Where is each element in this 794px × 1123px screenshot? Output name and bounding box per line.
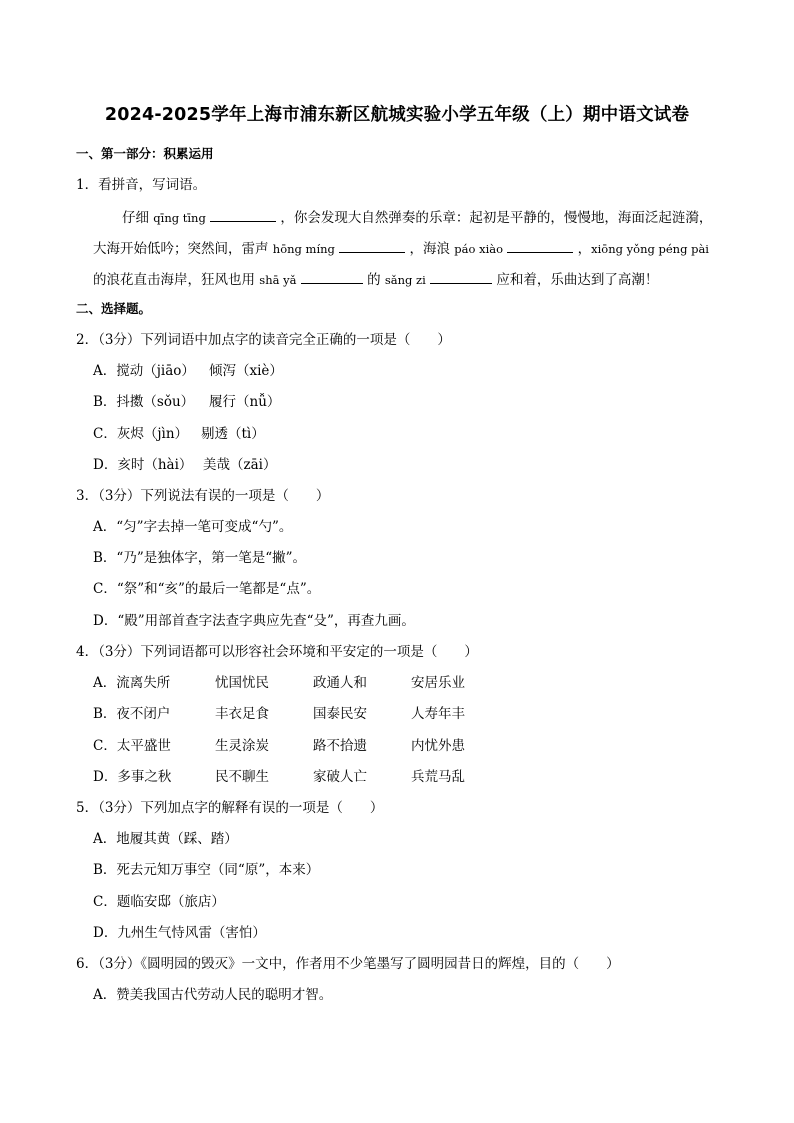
q6-option-a[interactable]: A．赞美我国古代劳动人民的聪明才智。 <box>93 987 333 1003</box>
q5-option-b[interactable]: B．死去元知万事空（同“原”，本来） <box>93 862 320 878</box>
option-word: B．夜不闭户 <box>93 706 171 722</box>
option-word: D．亥时（hài） <box>93 457 193 473</box>
q1-passage-line-2 <box>93 238 709 258</box>
option-word: A．流离失所 <box>93 675 171 691</box>
option-word: A．搅动（jiāo） <box>93 363 195 379</box>
option-word: 民不聊生 <box>215 769 269 785</box>
option-word: 兵荒马乱 <box>411 769 465 785</box>
option-word: 生灵涂炭 <box>215 738 269 754</box>
q3-option-b[interactable]: B．“乃”是独体字，第一笔是“撇”。 <box>93 550 307 566</box>
q5-option-a[interactable]: A．地履其黄（踩、踏） <box>93 831 238 847</box>
q6-stem: 6．（3分）《圆明园的毁灭》一文中，作者用不少笔墨写了圆明园昔日的辉煌，目的（ ） <box>76 956 620 972</box>
q4-option-d[interactable] <box>93 768 465 786</box>
q4-option-a[interactable] <box>93 674 465 692</box>
answer-blank[interactable] <box>210 207 276 222</box>
answer-blank[interactable] <box>301 269 363 284</box>
q2-option-d[interactable] <box>93 456 276 474</box>
q1-stem: 1．看拼音，写词语。 <box>76 177 207 193</box>
q5-option-d[interactable]: D．九州生气恃风雷（害怕） <box>93 925 266 941</box>
section-2-heading: 二、选择题。 <box>76 301 152 316</box>
q1-text: ，你会发现大自然弹奏的乐章：起初是平静的，慢慢地，海面泛起涟漪， <box>276 210 713 226</box>
option-word: 倾泻（xiè） <box>209 363 283 379</box>
q1-text: 应和着，乐曲达到了高潮！ <box>492 272 659 288</box>
q1-passage-line-3 <box>93 269 658 289</box>
q4-option-c[interactable] <box>93 737 465 755</box>
q1-text: ，海浪 <box>405 241 455 257</box>
option-word: 国泰民安 <box>313 706 367 722</box>
q4-stem: 4．（3分）下列词语都可以形容社会环境和平安定的一项是（ ） <box>76 644 478 660</box>
option-word: 家破人亡 <box>313 769 367 785</box>
answer-blank[interactable] <box>430 269 492 284</box>
q2-option-a[interactable] <box>93 362 283 380</box>
option-word: 忧国忧民 <box>215 675 269 691</box>
option-word: 剔透（tì） <box>201 426 265 442</box>
q1-text: 的 <box>362 272 385 288</box>
q1-text: 大海开始低吟；突然间，雷声 <box>93 241 273 257</box>
q1-passage-line-1 <box>122 207 712 227</box>
option-word: 内忧外患 <box>411 738 465 754</box>
q1-text: 仔细 <box>122 210 154 226</box>
q5-option-c[interactable]: C．题临安邸（旅店） <box>93 894 225 910</box>
q1-text: ， <box>573 241 592 257</box>
option-word: C．太平盛世 <box>93 738 171 754</box>
q2-option-c[interactable] <box>93 425 265 443</box>
option-word: 安居乐业 <box>411 675 465 691</box>
q3-option-d[interactable]: D．“殿”用部首查字法查字典应先查“殳”，再查九画。 <box>93 613 415 629</box>
q2-stem: 2．（3分）下列词语中加点字的读音完全正确的一项是（ ） <box>76 332 451 348</box>
pinyin-prompt: hōng míng <box>272 242 335 256</box>
option-word: 人寿年丰 <box>411 706 465 722</box>
option-word: 丰衣足食 <box>215 706 269 722</box>
q3-option-a[interactable]: A．“匀”字去掉一笔可变成“勺”。 <box>93 519 293 535</box>
option-word: D．多事之秋 <box>93 769 172 785</box>
answer-blank[interactable] <box>507 238 573 253</box>
option-word: 路不拾遗 <box>313 738 367 754</box>
pinyin-prompt: sǎng zi <box>384 273 426 287</box>
pinyin-prompt: xiōng yǒng péng pài <box>591 242 709 256</box>
exam-title: 2024-2025学年上海市浦东新区航城实验小学五年级（上）期中语文试卷 <box>104 105 690 125</box>
q4-option-b[interactable] <box>93 705 465 723</box>
q1-text: 的浪花直击海岸，狂风也用 <box>93 272 260 288</box>
option-word: B．抖擞（sǒu） <box>93 394 195 410</box>
section-1-heading: 一、第一部分：积累运用 <box>76 146 214 161</box>
option-word: 政通人和 <box>313 675 367 691</box>
pinyin-prompt: páo xiào <box>454 242 504 256</box>
option-word: C．灰烬（jìn） <box>93 426 189 442</box>
answer-blank[interactable] <box>339 238 405 253</box>
q3-stem: 3．（3分）下列说法有误的一项是（ ） <box>76 488 330 504</box>
option-word: 履行（nǚ） <box>209 394 281 410</box>
q2-option-b[interactable] <box>93 393 280 411</box>
q5-stem: 5．（3分）下列加点字的解释有误的一项是（ ） <box>76 800 384 816</box>
option-word: 美哉（zāi） <box>203 457 277 473</box>
pinyin-prompt: shā yǎ <box>259 273 297 287</box>
q3-option-c[interactable]: C．“祭”和“亥”的最后一笔都是“点”。 <box>93 581 321 597</box>
pinyin-prompt: qīng tīng <box>153 211 206 225</box>
